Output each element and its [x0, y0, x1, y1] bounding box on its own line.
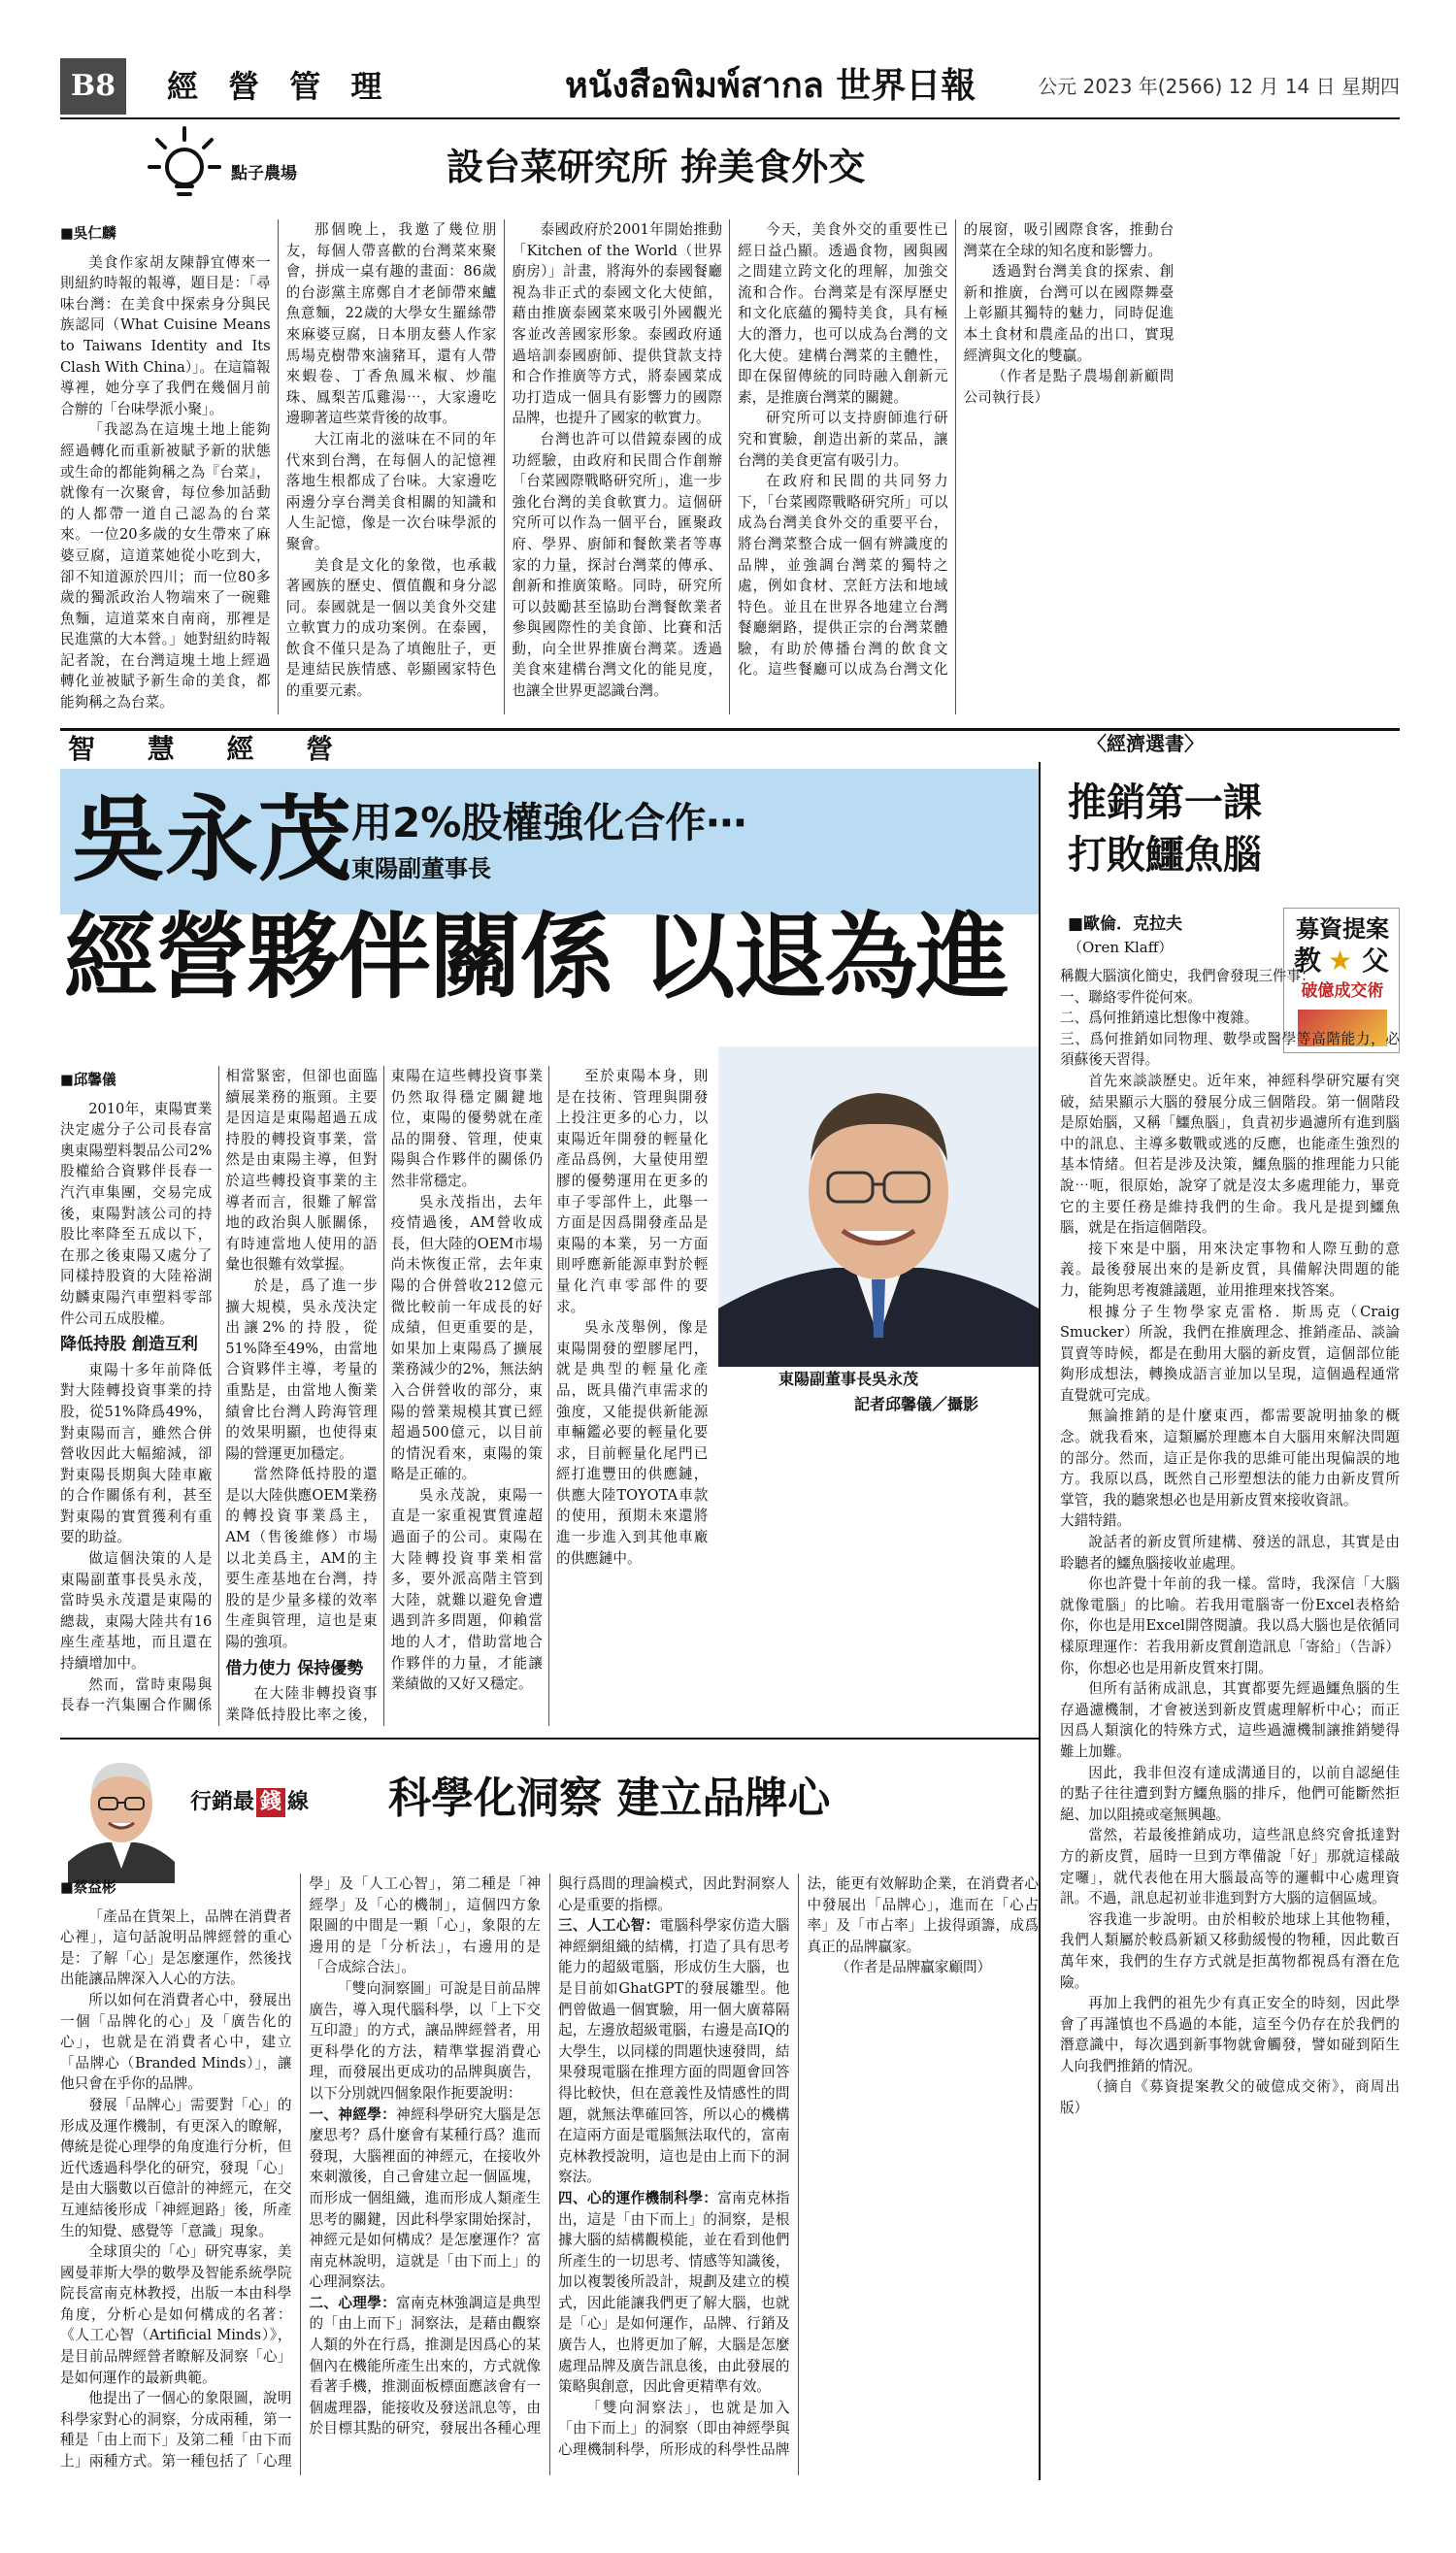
- article-text-flow: [1060, 966, 1400, 2480]
- paragraph: 發展「品牌心」需要對「心」的形成及運作機制，有更深入的瞭解，傳統是從心理學的角度進行分析，但近代透過科學化的研究，發現「心」是由大腦數以百億計的神經元，在交互連結後形成「神經迴路」後，所產生的知覺、感覺等「意識」現象。: [60, 2096, 292, 2239]
- paragraph: 那個晚上，我邀了幾位朋友，每個人帶喜歡的台灣菜來聚會，拼成一桌有趣的畫面：86歲的台澎黨主席鄭自才老師帶來鱸魚意麵，22歲的大學女生羅絲帶來麻婆豆腐，日本朋友藝人作家馬場克樹帶來滷豬耳，還有人帶來蝦卷、丁香魚鳳米椒、炒龍珠、鳳梨苦瓜雞湯⋯，大家邊吃邊聊著這些菜背後的故事。: [285, 221, 497, 427]
- paragraph: 在政府和民間的共同努力下，「台菜國際戰略研究所」可以成為台灣美食外交的重要平台，將台灣菜整合成一個有辨識度的品牌，並強調台灣菜的獨特之處，例如食材、烹飪方法和地域特色。並且在世界各地建立台灣餐廳網路，提供正宗的台灣菜體驗，有助於傳播台灣的飲食文化。這些餐廳可以成為台灣文化的展窗，吸引國際食客，推動台灣菜在全球的知名度和影響力。: [737, 221, 1175, 679]
- paragraph: 當然降低持股的還是以大陸供應OEM業務的轉投資事業爲主，AM（售後維修）市場以北美爲主，AM的主要生產基地在台灣，持股的是少量多樣的效率生產與管理，這也是東陽的強項。: [225, 1466, 378, 1651]
- section-subheading: 借力使力 保持優勢: [225, 1658, 364, 1678]
- paragraph: 稱觀大腦演化簡史，我們會發現三件事：: [1060, 968, 1315, 984]
- article-title: 推銷第一課 打敗鱷魚腦: [1068, 780, 1262, 878]
- section-subheading: 降低持股 創造互利: [60, 1335, 198, 1355]
- book-title-line2: 教: [1294, 945, 1322, 977]
- paragraph: 泰國政府於2001年開始推動「Kitchen of the World（世界廚房）」計畫，將海外的泰國餐廳視為非正式的泰國文化大使館，藉由推廣泰國菜來吸引外國觀光客並改善國家形象。泰國政府通過培訓泰國廚師、提供貸款支持和合作推廣等方式，將泰國菜成功打造成一個具有影響力的國際品牌，也提升了國家的軟實力。: [512, 221, 722, 427]
- paragraph: 說話者的新皮質所建構、發送的訊息，其實是由聆聽者的鱷魚腦接收並處理。: [1060, 1534, 1400, 1572]
- paragraph: 吳永茂指出，去年疫情過後，AM營收成長，但大陸的OEM市場尚未恢復正常，去年東陽的合併營收212億元微比較前一年成長的好成績，但更重要的是，如果加上東陽爲了擴展業務減少的2%，無法納入合併營收的部分，東陽的營業規模其實已經超過500億元，以目前的情況看來，東陽的策略是正確的。: [390, 1193, 543, 1483]
- paragraph: 大江南北的滋味在不同的年代來到台灣，在每個人的記憶裡落地生根都成了台味。大家邊吃兩邊分享台灣美食相關的知識和人生記憶，像是一次台味學派的聚會。: [285, 430, 497, 552]
- paragraph: 「我認為在這塊土地上能夠經過轉化而重新被賦予新的狀態或生命的都能夠稱之為『台菜』，就像有一次聚會，每位參加話動的人都帶一道自己認為的台菜來。一位20多歲的女生帶來了麻婆豆腐，這道菜她從小吃到大，卻不知道源於四川；而一位80多歲的獨派政治人物端來了一碗雞魚麵，這道菜來自南商，那裡是民進黨的大本營。」她對紐約時報記者說，在台灣這塊土地上經過轉化並被賦予新生命的美食，都能夠稱之為台菜。: [60, 421, 271, 712]
- paragraph: （摘自《募資提案教父的破億成交術》，商周出版）: [1060, 2078, 1400, 2117]
- paragraph: 一、聯絡零件從何來。: [1060, 988, 1202, 1006]
- paragraph: 三、爲何推銷如同物理、數學或醫學等高階能力，必須蘇後天習得。: [1060, 1030, 1400, 1069]
- column-badge: 點子農場: [231, 164, 297, 183]
- paragraph: 美食是文化的象徵，也承載著國族的歷史、價值觀和身分認同。泰國就是一個以美食外交建立軟實力的成功案例。在泰國，飲食不僅只是為了填飽肚子，更是連結民族情感、彰顯國家特色的重要元素。: [285, 556, 497, 700]
- book-subtitle: 破億成交術: [1301, 981, 1384, 1001]
- masthead: หนังสือพิมพ์สากล 世界日報: [565, 65, 976, 106]
- paragraph: 吳永茂說，東陽一直是一家重視實質違超過面子的公司。東陽在大陸轉投資事業相當多，要外派高階主管到大陸，就難以避免會遭遇到許多問題，仰賴當地的人才，借助當地合作夥伴的力量，才能讓業績做的又好又穩定。: [390, 1486, 543, 1693]
- article-title: 設台菜研究所 拚美食外交: [447, 146, 866, 188]
- paragraph: 首先來談談歷史。近年來，神經科學研究屢有突破，結果顯示大腦的發展分成三個階段。第一個階段是原始腦，又稱「鱷魚腦」，負責初步過濾所有進到腦中的訊息、主導多數戰或逃的反應，也能產生強烈的基本情緒。但若是涉及決策，鱷魚腦的推理能力只能說⋯呃，很原始，說穿了就是沒太多處理能力，畢竟它的主要任務是維持我們的生命。我凡是提到鱷魚腦，就是在指這個階段。: [1060, 1072, 1400, 1237]
- header-rule: [60, 117, 1400, 119]
- paragraph: 美食作家胡友陳靜宜傳來一則紐約時報的報導，題目是：「尋味台灣：在美食中探索身分與民族認同（What Cuisine Means to Taiwans Identity and Its Clash With China）」。在這篇報導裡，她分享了我們在幾個月前合辦的「台味學派小聚」。: [60, 253, 271, 417]
- paragraph: 大錯特錯。: [1060, 1512, 1131, 1530]
- interviewee-role: 東陽副董事長: [351, 855, 491, 882]
- paragraph: 研究所可以支持廚師進行研究和實驗，創造出新的菜品，讓台灣的美食更富有吸引力。: [737, 410, 948, 469]
- paragraph: 然而，當時東陽與長春一汽集團合作關係相當緊密，但卻也面臨續展業務的瓶頸。主要是因這是東陽超過五成持股的轉投資事業，當然是由東陽主導，但對於這些轉投資事業的主導者而言，很難了解當地的政治與人脈關係，有時連當地人使用的語彙也很難有效掌握。: [60, 1068, 378, 1714]
- column-kicker: 智 慧 經 營: [68, 733, 355, 765]
- paragraph: 做這個決策的人是東陽副董事長吳永茂，當時吳永茂還是東陽的總裁，東陽大陸共有16座生產基地，而且還在持續增加中。: [60, 1550, 213, 1673]
- book-title-line3: 父: [1362, 945, 1390, 977]
- paragraph: 2010年，東陽實業決定處分子公司長春富奧東陽塑料製品公司2%股權給合資夥伴長春一汽汽車集團，交易完成後，東陽對該公司的持股比率降至五成以下，在那之後東陽又處分了同樣持股資的大陸裕湖幼麟東陽汽車塑料零部件公司五成股權。: [60, 1100, 213, 1327]
- paragraph: （作者是品牌贏家顧問）: [835, 1959, 992, 1976]
- byline: ■吳仁麟: [60, 225, 116, 242]
- paragraph: 無論推銷的是什麼東西，都需要說明抽象的概念。就我看來，這類屬於理應本自大腦用來解決問題的部分。然而，這正是你我的思維可能出現偏誤的地方。我原以爲，既然自己形塑想法的能力由新皮質所掌管，我的聽衆想必也是用新皮質來接收資訊。: [1060, 1408, 1400, 1509]
- interviewee-name: 吳永茂: [72, 785, 351, 894]
- paragraph: （作者是點子農場創新顧問公司執行長）: [963, 368, 1175, 406]
- portrait-photo: [718, 1046, 1039, 1367]
- paragraph: 吳永茂舉例，像是東陽開發的塑膠尾門，就是典型的輕量化產品，既具備汽車需求的強度，又能提供新能源車輛鑑必要的輕量化要求，目前輕量化尾門已經打進豐田的供應鏈，供應大陸TOYOTA車款的使用，預期未來還將進一步進入到其他車廠的供應鏈中。: [555, 1319, 709, 1567]
- main-headline: 經營夥伴關係 以退為進: [64, 903, 1008, 1011]
- column-badge-part2: 線: [287, 1790, 310, 1814]
- paragraph: 接下來是中腦，用來決定事物和人際互動的意義。最後發展出來的是新皮質，具備解決問題的能力，能夠思考複雜議題，並用推理來找答案。: [1060, 1240, 1400, 1299]
- columnist-avatar: [68, 1747, 175, 1883]
- byline: ■歐倫．克拉夫: [1068, 914, 1183, 934]
- paragraph: 透過對台灣美食的探索、創新和推廣，台灣可以在國際舞臺上彰顯其獨特的魅力，同時促進本土食材和農產品的出口，實現經濟與文化的雙贏。: [963, 263, 1175, 364]
- paragraph: 至於東陽本身，則是在技術、管理與開發上投注更多的心力，以東陽近年開發的輕量化產品爲例，大量使用塑膠的優勢運用在更多的車子零部件上，此舉一方面是因爲開發產品是東陽的本業，另一方面則呼應新能源車對於輕量化汽車零部件的要求。: [555, 1068, 709, 1315]
- paragraph: 全球頂尖的「心」研究專家，美國曼菲斯大學的數學及智能系統學院院長富南克林教授，出版一本由科學角度，分析心是如何構成的名著：《人工心智（Artificial Minds）》，是目前品牌經營者瞭解及洞察「心」是如何運作的最新典範。: [60, 2243, 292, 2386]
- paragraph: 今天，美食外交的重要性已經日益凸顯。透過食物，國與國之間建立跨文化的理解，加強交流和合作。台灣菜是有深厚歷史和文化底蘊的獨特美食，具有極大的潛力，也可以成為台灣的文化大使。建構台灣菜的主體性，即在保留傳統的同時融入創新元素，是推廣台灣菜的關鍵。: [737, 221, 948, 406]
- paragraph: 四、心的運作機制科學：富南克林指出，這是「由下而上」的洞察，是根據大腦的結構觀模能，並在看到他們所產生的一切思考、情感等知識後，加以複製後所設計，規劃及建立的模式，因此能讓我們更了解大腦，也就是「心」是如何運作，品牌、行銷及廣告人，也將更加了解，大腦是怎麼處理品牌及廣告訊息後，由此發展的策略與創意，因此會更精準有效。: [558, 2189, 790, 2396]
- article-text-flow: [60, 219, 1400, 714]
- byline-english: （Oren Klaff）: [1068, 939, 1174, 956]
- sidebar-rule: [1039, 762, 1041, 2480]
- paragraph: 台灣也許可以借鏡泰國的成功經驗，由政府和民間合作創辦「台菜國際戰略研究所」，進一步強化台灣的美食軟實力。這個研究所可以作為一個平台，匯聚政府、學界、廚師和餐飲業者等專家的力量，探討台灣菜的傳承、創新和推廣策略。同時，研究所可以鼓勵甚至協助台灣餐飲業者參與國際性的美食節、比賽和活動，向全世界推廣台灣菜。透過美食來建構台灣文化的能見度，也讓全世界更認識台灣。: [512, 430, 722, 700]
- paragraph: 當然，若最後推銷成功，這些訊息終究會抵達對方的新皮質，屆時一旦到方準備說「好」那就這樣敲定囉」，就代表他在用大腦最高等的邏輯中心處理資訊。不過，訊息起初並非進到對方大腦的這個區域。: [1060, 1827, 1400, 1907]
- paragraph: 根據分子生物學家克雷格．斯馬克（Craig Smucker）所說，我們在推廣理念、推銷產品、談論買賣等時候，都是在動用大腦的新皮質，這個部位能夠形成想法，轉換成語言並加以呈現，這個過程通常直覺就可完成。: [1060, 1303, 1400, 1404]
- section-rule: [60, 1738, 1039, 1740]
- paragraph: 再加上我們的祖先少有真正安全的時刻，因此學會了再謹慎也不爲過的本能，這至今仍存在於我們的潛意識中，每次遇到新事物就會觸發，譬如碰到陌生人向我們推銷的情況。: [1060, 1995, 1400, 2074]
- paragraph: 「產品在貨架上，品牌在消費者心裡」，這句話說明品牌經營的重心是：了解「心」是怎麼運作，然後找出能讓品牌深入人心的方法。: [60, 1907, 292, 1988]
- paragraph: 他提出了一個心的象限圖，說明科學家對心的洞察，分成兩種，第一種是「由上而下」及第二種「由下而上」兩種方式。第一種包括了「心理學」及「人工心智」，第二種是「神經學」及「心的機制」，這個四方象限圖的中間是一顆「心」，象限的左邊用的是「分析法」，右邊用的是「合成綜合法」。: [60, 1875, 541, 2470]
- article-text-flow: [60, 1873, 1039, 2475]
- paragraph: 「雙向洞察法」，也就是加入「由下而上」的洞察（即由神經學與心理機制科學，所形成的科學性品牌法，能更有效解助企業，在消費者心中發展出「品牌心」，進而在「心占率」及「市占率」上拔得頭籌，成爲真正的品牌贏家。: [558, 1875, 1039, 2459]
- paragraph: 「雙向洞察圖」可說是目前品牌廣告，導入現代腦科學，以「上下交互印證」的方式，讓品牌經營者，用更科學化的方法，精準掌握消費心理，而發展出更成功的品牌與廣告，以下分別就四個象限作扼要說明：: [309, 1979, 541, 2102]
- issue-date: 公元 2023 年(2566) 12 月 14 日 星期四: [1038, 75, 1400, 98]
- paragraph: 一、神經學：神經科學研究大腦是怎麼思考？爲什麼會有某種行爲？進而發現，大腦裡面的神經元，在接收外來刺激後，自己會建立起一個區塊，而形成一個組織，進而形成人類產生思考的關鍵，因此科學家開始探討，神經元是如何構成？是怎麼運作？富南克林說明，這就是「由下而上」的心理洞察法。: [309, 2105, 541, 2291]
- headline-subtitle: 用2%股權強化合作⋯: [351, 799, 747, 846]
- paragraph: 因此，我非但沒有達成溝通目的，以前自認絕佳的點子往往遭到對方鱷魚腦的排斥，他們可能斷然拒絕、加以阻撓或毫無興趣。: [1060, 1764, 1400, 1823]
- column-badge-accent: 錢: [256, 1788, 285, 1817]
- paragraph: 所以如何在消費者心中，發展出一個「品牌化的心」及「廣告化的心」，也就是在消費者心中，建立「品牌心（Branded Minds）」，讓他只會在乎你的品牌。: [60, 1991, 292, 2093]
- book-review-tag: 〈經濟選書〉: [1087, 732, 1204, 755]
- byline: ■邱馨儀: [60, 1072, 116, 1088]
- paragraph: 二、心理學：富南克林強調這是典型的「由上而下」洞察法，是藉由觀察人類的外在行爲，推測是因爲心的某個內在機能所產生出來的，方式就像看著手機，推測面板標面應該會有一個處理器，能接收及發送訊息等，由於目標其點的研究，發展出各種心理與行爲間的理論模式，因此對洞察人心是重要的指標。: [309, 1875, 790, 2437]
- book-title-line1: 募資提案: [1296, 914, 1389, 943]
- paragraph: 容我進一步說明。由於相較於地球上其他物種，我們人類屬於較爲新穎又移動緩慢的物種，因此數百萬年來，我們的生存方式就是拒萬物都視爲有潛在危險。: [1060, 1910, 1400, 1991]
- photo-caption: 東陽副董事長吳永茂: [778, 1370, 919, 1388]
- paragraph: 於是，爲了進一步擴大規模，吳永茂決定出讓2%的持股，從51%降至49%，由當地合資夥伴主導，考量的重點是，由當地人衡業績會比台灣人跨海管理的效果明顯，也使得東陽的營運更加穩定。: [225, 1276, 378, 1462]
- column-badge-part1: 行銷最: [190, 1790, 255, 1814]
- paragraph: 東陽十多年前降低對大陸轉投資事業的持股，從51%降爲49%，對東陽而言，雖然合併營收因此大幅縮減，卻對東陽長期與大陸車廠的合作關係有利，甚至對東陽的實質獲利有重要的助益。: [60, 1361, 213, 1546]
- photo-credit: 記者邱馨儀／攝影: [854, 1395, 979, 1413]
- article-title: 科學化洞察 建立品牌心: [388, 1774, 831, 1823]
- star-icon: ★: [1328, 945, 1353, 977]
- paragraph: 二、爲何推銷遠比想像中複雜。: [1060, 1010, 1259, 1027]
- page-number: B8: [60, 58, 126, 115]
- column-badge: [190, 1788, 309, 1817]
- paragraph: 三、人工心智：電腦科學家仿造大腦神經網組織的結構，打造了具有思考能力的超級電腦，形成仿生大腦，也是目前如GhatGPT的發展雛型。他們曾做過一個實驗，用一個大廣幕隔起，左邊放超級電腦，右邊是高IQ的大學生，以同樣的問題快速發問，結果發現電腦在推理方面的問題會回答得比較快，但在意義性及情感性的問題，就無法準確回答，所以心的機構在這兩方面是電腦無法取代的，富南克林教授說明，這也是由上而下的洞察法。: [558, 1917, 790, 2186]
- paragraph: 你也許覺十年前的我一樣。當時，我深信「大腦就像電腦」的比喻。若我用電腦寄一份Excel表格給你，你也是用Excel開啓閱讀。我以爲大腦也是依循同樣原理運作：若我用新皮質創造訊息「寄給」（告訴）你，你想必也是用新皮質來打開。: [1060, 1575, 1400, 1676]
- lightbulb-icon: [146, 124, 223, 202]
- section-name: 經 營 管 理: [167, 68, 392, 105]
- paragraph: 在大陸非轉投資事業降低持股比率之後，東陽在這些轉投資事業仍然取得穩定關鍵地位，東陽的優勢就在產品的開發、管理，使東陽與合作夥伴的關係仍然非常穩定。: [225, 1068, 543, 1723]
- byline: ■蔡益彬: [60, 1879, 116, 1896]
- paragraph: 但所有話術成訊息，其實都要先經過鱷魚腦的生存過濾機制，才會被送到新皮質處理解析中心；而正因爲人類演化的特殊方式，這些過濾機制讓推銷變得難上加難。: [1060, 1680, 1400, 1760]
- page-header: [60, 58, 1400, 115]
